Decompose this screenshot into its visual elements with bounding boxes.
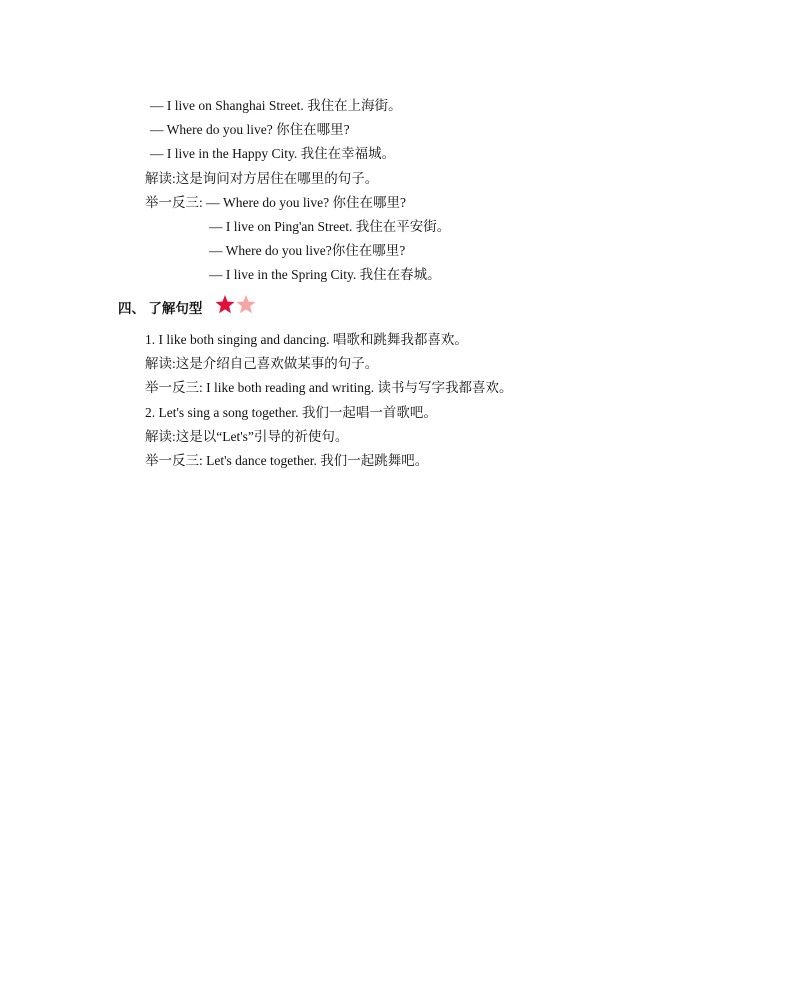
example-label: 举一反三: bbox=[145, 195, 203, 210]
example-text-1: — Where do you live? 你住在哪里? bbox=[206, 195, 406, 210]
example-line-2: — I live on Ping'an Street. 我住在平安街。 bbox=[209, 219, 451, 234]
sentence-1-example: 举一反三: I like both reading and writing. 读书与写字我都喜欢。 bbox=[145, 380, 513, 395]
star-faded-icon bbox=[237, 295, 256, 313]
example-line-3: — Where do you live?你住在哪里? bbox=[209, 243, 406, 258]
sentence-1-explanation: 解读:这是介绍自己喜欢做某事的句子。 bbox=[145, 356, 379, 371]
section-heading: 四、 了解句型 bbox=[118, 301, 203, 316]
sentence-2-explanation: 解读:这是以“Let's”引导的祈使句。 bbox=[145, 429, 349, 444]
explanation-1: 解读:这是询问对方居住在哪里的句子。 bbox=[145, 171, 379, 186]
difficulty-rating bbox=[214, 294, 258, 316]
sentence-2: 2. Let's sing a song together. 我们一起唱一首歌吧。 bbox=[145, 405, 437, 420]
sentence-2-example: 举一反三: Let's dance together. 我们一起跳舞吧。 bbox=[145, 453, 429, 468]
sentence-1: 1. I like both singing and dancing. 唱歌和跳舞我都喜欢。 bbox=[145, 332, 468, 347]
example-line-4: — I live in the Spring City. 我住在春城。 bbox=[209, 267, 441, 282]
dialog-line-1: — I live on Shanghai Street. 我住在上海街。 bbox=[150, 98, 402, 113]
star-filled-icon bbox=[216, 295, 235, 313]
example-line-1 bbox=[145, 194, 406, 212]
dialog-line-2: — Where do you live? 你住在哪里? bbox=[150, 122, 350, 137]
dialog-line-3: — I live in the Happy City. 我住在幸福城。 bbox=[150, 146, 396, 161]
